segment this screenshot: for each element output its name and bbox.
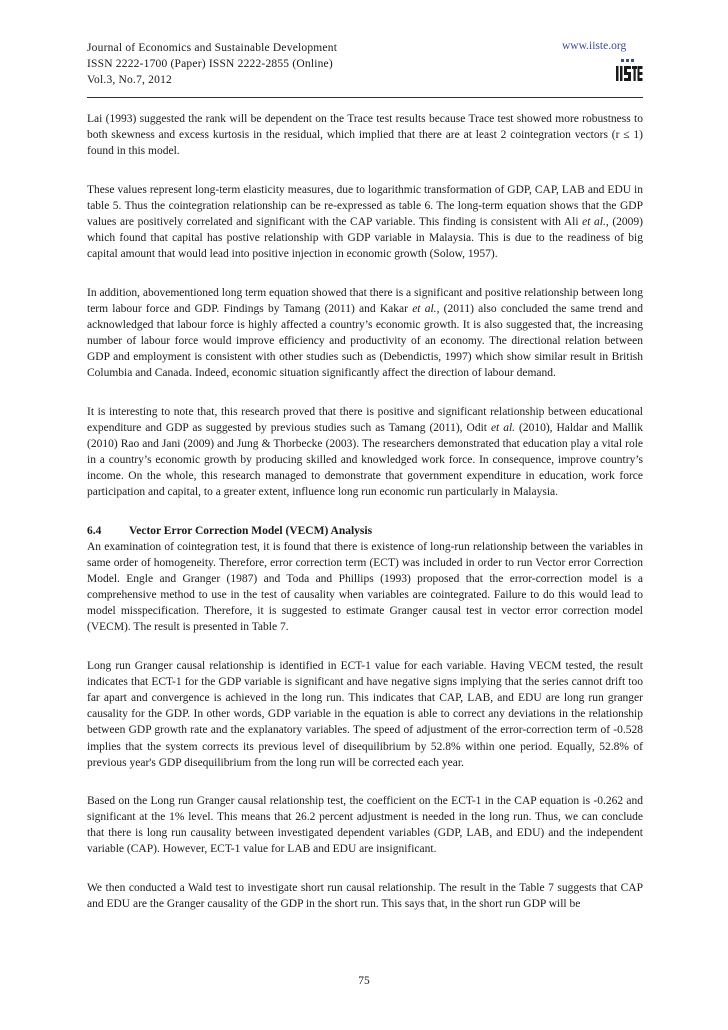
section-heading — [87, 523, 643, 539]
paragraph-7: Based on the Long run Granger causal relationship test, the coefficient on the ECT-1 in the CAP equation is -0.262 and significant at the 1% level. This means that 26.2 percent adjustment is needed in the long run. Thus, we can conclude that there is long run causality between investigated dependent variables (GDP, LAB, and EDU) and the independent variable (CAP). However, ECT-1 value for LAB and EDU are insignificant. — [87, 795, 643, 856]
paragraph-1: Lai (1993) suggested the rank will be dependent on the Trace test results because Trace test showed more robustness to both skewness and excess kurtosis in the residual, which implied that there are at least 2 cointegration vectors (r ≤ 1) found in this model. — [87, 113, 643, 158]
journal-title: Journal of Economics and Sustainable Development — [87, 42, 338, 54]
paragraph-8: We then conducted a Wald test to investigate short run causal relationship. The result in the Table 7 suggests that CAP and EDU are the Granger causality of the GDP in the short run. This says that, in the short run GDP will be — [87, 882, 643, 911]
section-number: 6.4 — [87, 524, 102, 537]
paragraph-3: In addition, abovementioned long term equation showed that there is a significant and positive relationship between long term labour force and GDP. Findings by Tamang (2011) and Kakar et al., (2011) also concluded the same trend and acknowledged that labour force is highly affected a country’s economic growth. It is also suggested that, the increasing number of labour force would improve efficiency and productivity of an economy. The directional relation between GDP and employment is consistent with other studies such as (Debendictis, 1997) which show similar result in British Columbia and Canada. Indeed, economic situation significantly affect the direction of labour demand. — [87, 286, 644, 380]
journal-issn: ISSN 2222-1700 (Paper) ISSN 2222-2855 (Online) — [87, 58, 333, 70]
paragraph-6: Long run Granger causal relationship is identified in ECT-1 value for each variable. Having VECM tested, the result indicates that ECT-1 for the GDP variable is significant and have negative signs implying that the series cannot drift too far apart and convergence is achieved in the long run. This indicates that CAP, LAB, and EDU are long run granger causality for the GDP. In other words, GDP variable in the equation is able to correct any deviations in the relationship between GDP growth rate and the explanatory variables. The speed of adjustment of the error-correction term of -0.528 implies that the system corrects its previous level of disequilibrium by 52.8% within one period. Equally, 52.8% of previous year's GDP disequilibrium from the long run will be corrected each year. — [87, 660, 643, 769]
page-number: 75 — [358, 975, 370, 987]
page-body — [87, 111, 643, 935]
paragraph-5: An examination of cointegration test, it is found that there is existence of long-run relationship between the variables in same order of homogeneity. Therefore, error correction term (ECT) was included in order to run Vector error Correction Model. Engle and Granger (1987) and Toda and Phillips (1993) proposed that the error-correction model is a comprehensive method to use in the test of causality when variables are cointegrated. Failure to do this would lead to model misspecification. Therefore, it is suggested to estimate Granger causal test in vector error correction model (VECM). The result is presented in Table 7. — [87, 540, 643, 634]
header-divider — [87, 97, 643, 98]
section-title: Vector Error Correction Model (VECM) Analysis — [129, 524, 373, 537]
journal-url[interactable]: www.iiste.org — [562, 40, 627, 52]
paragraph-2: These values represent long-term elasticity measures, due to logarithmic transformation of GDP, CAP, LAB and EDU in table 5. Thus the cointegration relationship can be re-expressed as table 6. The long-term equation shows that the GDP values are positively correlated and significant with the CAP variable. This finding is consistent with Ali et al., (2009) which found that capital has postive relationship with GDP variable in Malaysia. This is due to the readiness of big capital amount that would lead into positive injection in economic growth (Solow, 1957). — [87, 183, 643, 261]
journal-volume: Vol.3, No.7, 2012 — [87, 74, 172, 86]
paragraph-4: It is interesting to note that, this research proved that there is positive and significant relationship between educational expenditure and GDP as suggested by previous studies such as Tamang (2011), Odit et al. (2010), Haldar and Mallik (2010) Rao and Jani (2009) and Jung & Thorbecke (2003). The researchers demonstrated that education play a vital role in a country’s economic growth by producing skilled and knowledged work force. In consequence, improve country’s income. On the whole, this research managed to demonstrate that government expenditure in education, work force participation and capital, to a greater extent, influence long run economic run particularly in Malaysia. — [87, 405, 644, 499]
iiste-logo — [615, 58, 643, 82]
